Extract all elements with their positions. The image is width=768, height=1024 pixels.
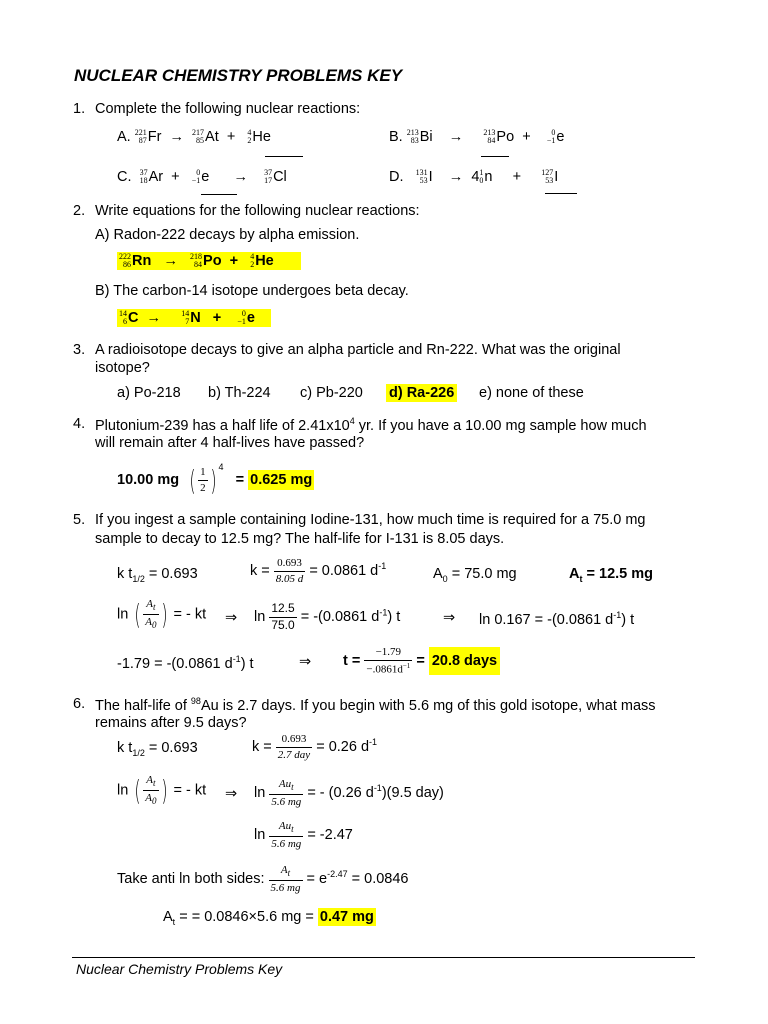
question-6-line2: remains after 9.5 days? <box>95 715 247 731</box>
reaction-a: A. 221 87 Fr → 217 85 At + 4 2 He <box>117 128 271 146</box>
question-1-text: Complete the following nuclear reactions: <box>95 101 361 117</box>
q6-kt: k $t_{1/2} = 0.693$ <box>117 740 198 758</box>
question-4-line2: will remain after 4 half-lives have passed? <box>95 435 365 451</box>
q5-t: t = $\frac{-1.79}{-.0861d^{-1}}$ = 20.8 days <box>343 646 500 676</box>
q5-ln-row: ln ( $\frac{A_t}{A_0}$ ) = - kt <box>117 598 207 631</box>
question-3-number: 3. <box>73 342 86 358</box>
question-4-number: 4. <box>73 416 86 432</box>
question-6-answer: 0.47 mg <box>319 909 374 925</box>
q6-anti: Take anti ln both sides: $\frac{A_t}{5.6 mg}$ = $e^{-2.47} = 0.0846$ <box>117 864 409 894</box>
implies-icon: ⇒ <box>225 610 238 626</box>
isotope: 217 85 <box>192 128 205 146</box>
q5-kt: k $t_{1/2} = 0.693$ <box>117 566 198 584</box>
implies-icon: ⇒ <box>299 654 312 670</box>
q6-ln-row: ln ( $\frac{A_t}{A_0}$ ) = - kt <box>117 774 207 807</box>
question-2a-answer: 222 86 Rn → 218 84 Po + 4 2 He <box>117 252 301 270</box>
question-6-number: 6. <box>73 696 86 712</box>
question-2-text: Write equations for the following nuclear reactions: <box>95 203 420 219</box>
question-2b-text: B) The carbon-14 isotope undergoes beta decay. <box>95 283 409 299</box>
question-5-line2: sample to decay to 12.5 mg? The half-life for I-131 is 8.05 days. <box>95 531 505 547</box>
q5-ln3: ln 0.167 = -(0.0861 $d^{-1}$) t <box>479 610 635 628</box>
q6-ln3: ln $\frac{Au_t}{5.6 mg}$ = -2.47 <box>254 820 353 850</box>
implies-icon: ⇒ <box>225 786 238 802</box>
page-footer: Nuclear Chemistry Problems Key <box>76 961 283 977</box>
q6-k: k = $\frac{0.693}{\text{2.7 day}}$ = 0.26 $d^{-1}$ <box>252 733 378 761</box>
question-2-number: 2. <box>73 203 86 219</box>
reaction-c: C. 37 18 Ar + 0 −1 e → 37 17 Cl <box>117 168 287 186</box>
reaction-b: B. 213 83 Bi → 213 84 Po + 0 −1 e <box>389 128 565 146</box>
reaction-a-label: A. <box>117 129 131 145</box>
question-1-number: 1. <box>73 101 86 117</box>
q5-at: $A_t = 12.5$ mg <box>569 566 654 584</box>
reaction-d: D. 131 53 I → 4 1 0 n + 127 53 I <box>389 168 559 186</box>
question-5-line1: If you ingest a sample containing Iodine-131, how much time is required for a 75.0 mg <box>95 512 646 528</box>
q5-ln2: ln $\frac{12.5}{75.0}$ = -(0.0861 $d^{-1}$) t <box>254 601 401 632</box>
answer-underline <box>545 193 577 194</box>
answer-underline <box>201 194 237 195</box>
answer-underline <box>481 156 509 157</box>
isotope-answer: 4 2 <box>247 128 252 146</box>
isotope: 221 87 <box>134 128 147 146</box>
implies-icon: ⇒ <box>443 610 456 626</box>
page-title: NUCLEAR CHEMISTRY PROBLEMS KEY <box>74 66 403 85</box>
question-3-line2: isotope? <box>95 360 150 376</box>
answer-underline <box>265 156 303 157</box>
arrow: → <box>169 129 184 145</box>
question-4-line1: Plutonium-239 has a half life of $2.41x10^4$ yr. If you have a 10.00 mg sample how much <box>95 416 647 434</box>
choice-b: b) Th-224 <box>208 385 271 401</box>
question-3-line1: A radioisotope decays to give an alpha particle and Rn-222. What was the original <box>95 342 621 358</box>
question-2a-text: A) Radon-222 decays by alpha emission. <box>95 227 360 243</box>
choice-d-answer: d) Ra-226 <box>386 384 457 402</box>
choice-a: a) Po-218 <box>117 385 181 401</box>
question-4-calc: 10.00 mg ( $\frac{1}{2}$ ) $^4$ = 0.625 mg <box>117 462 313 497</box>
question-5-answer: 20.8 days <box>429 647 500 675</box>
q6-final: $A_t$ = = 0.0846×5.6 mg = 0.47 mg <box>163 909 374 927</box>
question-2b-answer: 14 6 C → 14 7 N + 0 −1 e <box>117 309 271 327</box>
question-4-answer: 0.625 mg <box>250 472 313 488</box>
footer-divider <box>72 957 695 958</box>
question-6-line1: The half-life of $^{98}$Au is 2.7 days. If you begin with 5.6 mg of this gold isotope, what mass <box>95 696 656 714</box>
q5-a0: $A_0 = 75.0$ mg <box>433 566 517 584</box>
q6-ln2: ln $\frac{Au_t}{5.6 mg}$ = - (0.26 $d^{-1})(9.5$ day) <box>254 778 444 808</box>
q5-row3: -1.79 = -(0.0861 $d^{-1}$) t <box>117 654 254 672</box>
choice-e: e) none of these <box>479 385 584 401</box>
q5-k: k = $\frac{0.693}{8.05 d}$ = 0.0861 $d^{-1}$ <box>250 557 387 585</box>
choice-c: c) Pb-220 <box>300 385 363 401</box>
question-5-number: 5. <box>73 512 86 528</box>
